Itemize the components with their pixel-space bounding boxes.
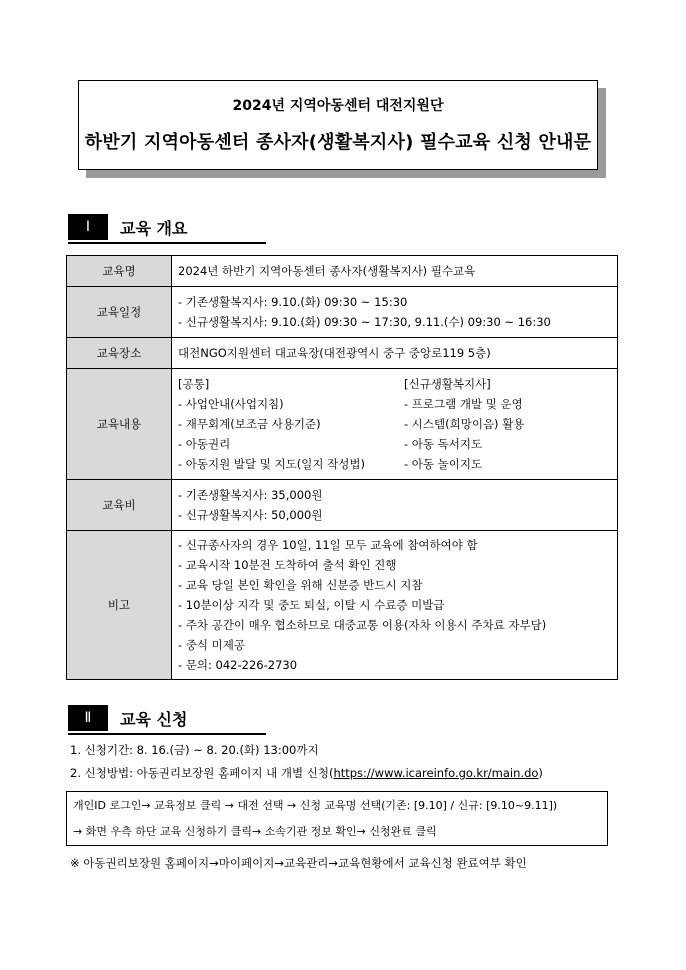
section-number-badge: Ⅰ [68,214,108,240]
content-column-common [178,374,404,474]
table-row-remarks [67,531,618,680]
table-row-schedule [67,287,618,338]
application-method-text: 2. 신청방법: 아동권리보장원 홈페이지 내 개별 신청( [70,766,334,780]
list-item: - 아동 독서지도 [404,437,483,451]
table-row-fee [67,480,618,531]
table-row-place [67,338,618,369]
list-item: - 문의: 042-226-2730 [178,658,298,672]
table-label: 교육내용 [67,369,172,480]
list-item: - 기존생활복지사: 9.10.(화) 09:30 ~ 15:30 [178,295,408,309]
list-item: - 아동권리 [178,437,231,451]
application-steps-line: 개인ID 로그인→ 교육정보 클릭 → 대전 선택 → 신청 교육명 선택(기존: [9.10] / 신규: [9.10~9.11]) [73,799,558,812]
application-method-suffix: ) [538,766,543,780]
application-steps-line: → 화면 우측 하단 교육 신청하기 클릭→ 소속기관 정보 확인→ 신청완료 클릭 [73,825,437,838]
list-item: - 사업안내(사업지침) [178,397,284,411]
application-steps-box [66,791,608,846]
table-value [172,369,618,480]
list-item: - 신규생활복지사: 9.10.(화) 09:30 ~ 17:30, 9.11.(수) 09:30 ~ 16:30 [178,315,551,329]
table-row-content [67,369,618,480]
table-label: 교육비 [67,480,172,531]
list-item: - 재무회계(보조금 사용기준) [178,417,321,431]
section-heading-application [68,703,266,735]
table-value [172,480,618,531]
content-column-new-staff [404,374,611,474]
list-item: - 신규종사자의 경우 10일, 11일 모두 교육에 참여하여야 함 [178,538,478,552]
table-label: 교육장소 [67,338,172,369]
list-item: - 중식 미제공 [178,638,246,652]
list-item: [공통] [178,377,210,391]
list-item: - 교육시작 10분전 도착하여 출석 확인 진행 [178,558,397,572]
table-label: 비고 [67,531,172,680]
section-heading-overview [68,212,266,244]
education-overview-table [66,255,618,680]
section-number-badge: Ⅱ [68,705,108,731]
list-item: - 주차 공간이 매우 협소하므로 대중교통 이용(자차 이용시 주차료 자부담) [178,618,547,632]
list-item: - 아동지원 발달 및 지도(일지 작성법) [178,457,365,471]
application-site-link[interactable]: https://www.icareinfo.go.kr/main.do [333,766,539,780]
list-item: - 10분이상 지각 및 중도 퇴실, 이탈 시 수료증 미발급 [178,598,445,612]
table-value [172,287,618,338]
table-value: 2024년 하반기 지역아동센터 종사자(생활복지사) 필수교육 [172,256,618,287]
table-row-name [67,256,618,287]
list-item: - 기존생활복지사: 35,000원 [178,488,323,502]
list-item: - 아동 놀이지도 [404,457,483,471]
table-value [172,531,618,680]
table-value: 대전NGO지원센터 대교육장(대전광역시 중구 중앙로119 5층) [172,338,618,369]
application-note: ※ 아동권리보장원 홈페이지→마이페이지→교육관리→교육현황에서 교육신청 완료여부 확인 [70,856,527,870]
list-item: - 프로그램 개발 및 운영 [404,397,523,411]
section-title: 교육 신청 [120,710,188,729]
table-label: 교육명 [67,256,172,287]
document-title: 하반기 지역아동센터 종사자(생활복지사) 필수교육 신청 안내문 [84,132,592,153]
title-subheading: 2024년 지역아동센터 대전지원단 [232,98,444,114]
list-item: - 신규생활복지사: 50,000원 [178,508,323,522]
list-item: - 교육 당일 본인 확인을 위해 신분증 반드시 지참 [178,578,423,592]
list-item: - 시스템(희망이음) 활용 [404,417,525,431]
section-title: 교육 개요 [120,219,188,238]
table-label: 교육일정 [67,287,172,338]
application-method [70,764,543,782]
list-item: [신규생활복지사] [404,377,491,391]
title-box-wrapper [78,80,608,180]
application-period: 1. 신청기간: 8. 16.(금) ~ 8. 20.(화) 13:00까지 [70,743,319,757]
title-box [78,80,598,170]
